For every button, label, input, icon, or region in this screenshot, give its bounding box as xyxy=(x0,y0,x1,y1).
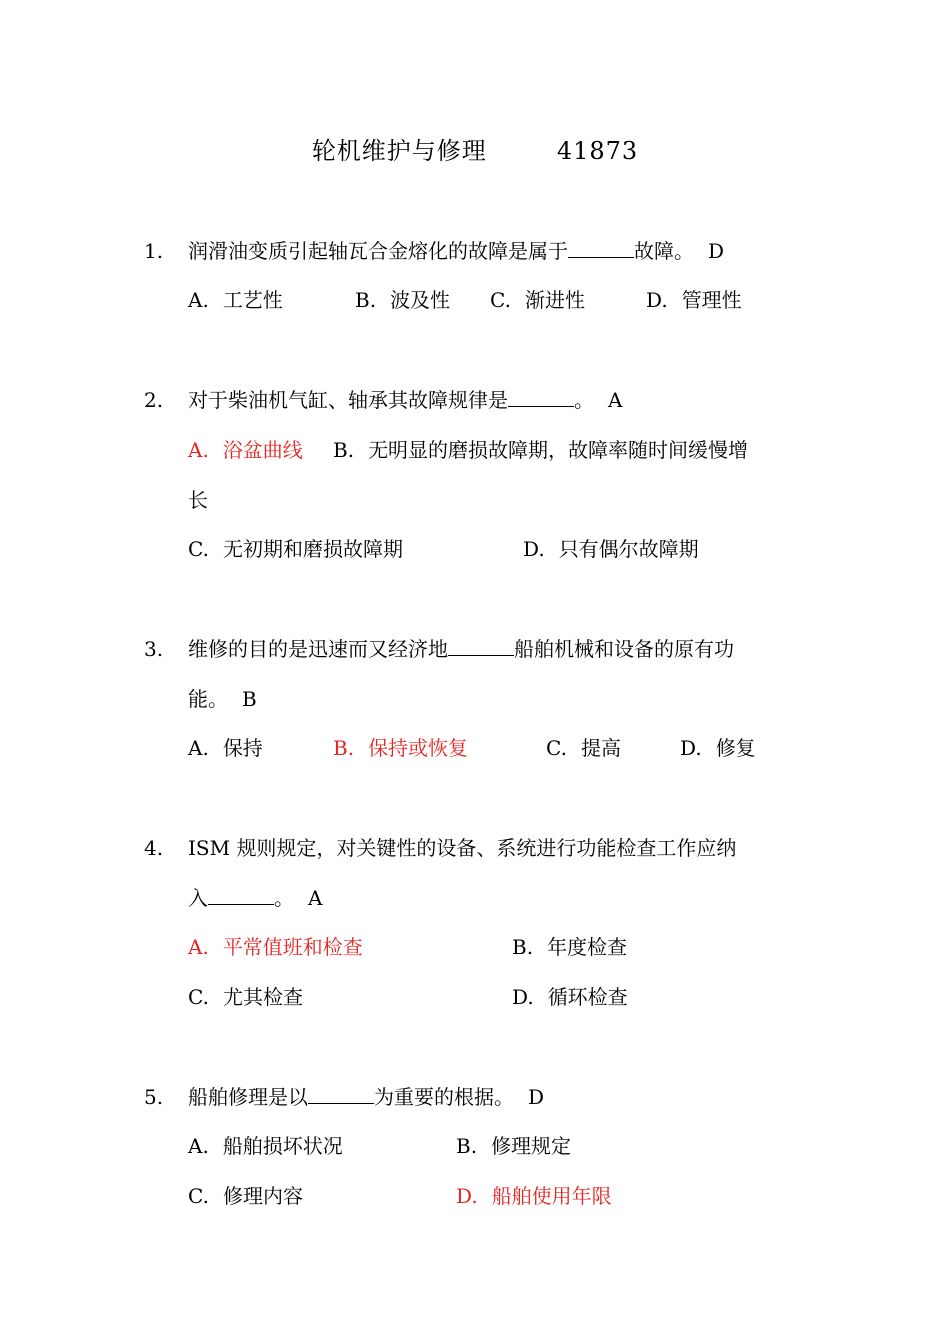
option-c: C. 尤其检查 xyxy=(188,985,303,1009)
question-stem: 维修的目的是迅速而又经济地 船舶机械和设备的原有功 xyxy=(188,637,734,661)
answer-key: B xyxy=(242,687,257,711)
option-d: D. 修复 xyxy=(680,736,756,760)
answer-blank xyxy=(308,1083,374,1104)
option-b-correct: B. 保持或恢复 xyxy=(333,736,469,760)
question-stem: ISM 规则规定，对关键性的设备、系统进行功能检查工作应纳 xyxy=(188,836,737,860)
question-number: 1. xyxy=(144,239,164,263)
title-code: 41873 xyxy=(556,137,639,165)
option-d-correct: D. 船舶使用年限 xyxy=(456,1184,612,1208)
answer-blank xyxy=(568,237,634,258)
option-c: C. 渐进性 xyxy=(490,288,585,312)
answer-blank xyxy=(508,386,574,407)
question-stem: 润滑油变质引起轴瓦合金熔化的故障是属于 故障。 D xyxy=(188,239,725,263)
question-number: 4. xyxy=(144,836,164,860)
answer-key: A xyxy=(608,388,623,412)
option-b: B. 修理规定 xyxy=(456,1134,572,1158)
question-number: 3. xyxy=(144,637,164,661)
answer-key: D xyxy=(708,239,725,263)
option-d: D. 循环检查 xyxy=(512,985,628,1009)
question-stem: 船舶修理是以 为重要的根据。 D xyxy=(188,1085,545,1109)
question-number: 5. xyxy=(144,1085,164,1109)
option-d: D. 只有偶尔故障期 xyxy=(523,537,699,561)
page-title xyxy=(0,134,950,168)
option-a: A. 工艺性 xyxy=(188,288,283,312)
question-stem-continued: 能。 B xyxy=(188,687,257,711)
option-a: A. 船舶损坏状况 xyxy=(188,1134,343,1158)
title-text: 轮机维护与修理 xyxy=(311,137,487,165)
option-c: C. 提高 xyxy=(546,736,621,760)
option-c: C. 修理内容 xyxy=(188,1184,303,1208)
answer-blank xyxy=(448,635,514,656)
question-stem-continued: 入 。 A xyxy=(188,886,323,910)
option-a-correct: A. 浴盆曲线 xyxy=(188,438,303,462)
option-a-correct: A. 平常值班和检查 xyxy=(188,935,363,959)
option-c: C. 无初期和磨损故障期 xyxy=(188,537,403,561)
answer-blank xyxy=(208,884,274,905)
question-number: 2. xyxy=(144,388,164,412)
answer-key: A xyxy=(308,886,323,910)
option-a: A. 保持 xyxy=(188,736,263,760)
option-b: B. 波及性 xyxy=(355,288,451,312)
question-stem: 对于柴油机气缸、轴承其故障规律是 。 A xyxy=(188,388,623,412)
option-b-continued: 长 xyxy=(188,488,208,512)
answer-key: D xyxy=(528,1085,545,1109)
option-d: D. 管理性 xyxy=(646,288,742,312)
option-b: B. 年度检查 xyxy=(512,935,628,959)
option-b: B. 无明显的磨损故障期，故障率随时间缓慢增 xyxy=(333,438,749,462)
